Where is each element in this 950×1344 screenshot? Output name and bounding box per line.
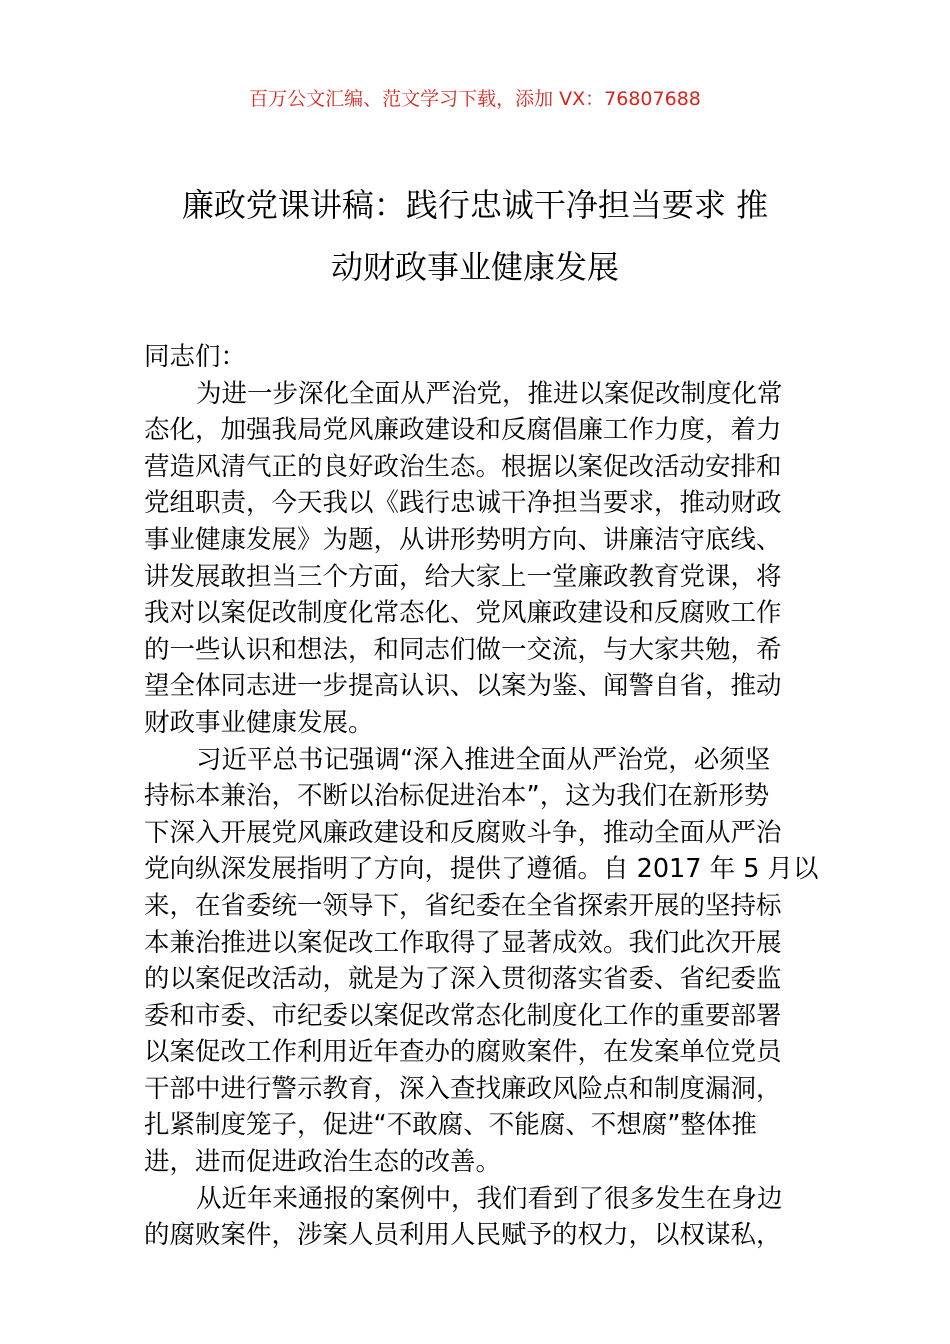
paragraph-line: 的一些认识和想法，和同志们做一交流，与大家共勉，希 bbox=[144, 634, 782, 665]
paragraph-line: 党组职责，今天我以《践行忠诚干净担当要求，推动财政 bbox=[144, 488, 782, 519]
body-text bbox=[144, 339, 819, 1254]
paragraph-line: 下深入开展党风廉政建设和反腐败斗争，推动全面从严治 bbox=[144, 817, 782, 848]
title-line: 廉政党课讲稿：践行忠诚干净担当要求 推 bbox=[181, 186, 769, 224]
paragraph-line: 从近年来通报的案例中，我们看到了很多发生在身边 bbox=[196, 1183, 783, 1214]
paragraph-line: 扎紧制度笼子，促进“不敢腐、不能腐、不想腐”整体推 bbox=[144, 1110, 757, 1141]
paragraph-line: 望全体同志进一步提高认识、以案为鉴、闻警自省，推动 bbox=[144, 671, 782, 702]
paragraph-line: 党向纵深发展指明了方向，提供了遵循。自 2017 年 5 月以 bbox=[144, 854, 819, 885]
paragraph-line: 本兼治推进以案促改工作取得了显著成效。我们此次开展 bbox=[144, 927, 782, 958]
paragraph-line: 的腐败案件，涉案人员利用人民赋予的权力，以权谋私， bbox=[144, 1220, 782, 1251]
paragraph-line: 态化，加强我局党风廉政建设和反腐倡廉工作力度，着力 bbox=[144, 415, 782, 446]
paragraph-line: 进，进而促进政治生态的改善。 bbox=[144, 1147, 502, 1178]
paragraph-line: 干部中进行警示教育，深入查找廉政风险点和制度漏洞， bbox=[144, 1073, 782, 1104]
salutation: 同志们： bbox=[144, 342, 247, 372]
document-title bbox=[0, 174, 950, 298]
paragraph-line: 财政事业健康发展。 bbox=[144, 707, 374, 738]
paragraph-line: 习近平总书记强调“深入推进全面从严治党，必须坚 bbox=[196, 744, 771, 775]
paragraph-line: 讲发展敢担当三个方面，给大家上一堂廉政教育党课，将 bbox=[144, 561, 782, 592]
paragraph-line: 的以案促改活动，就是为了深入贯彻落实省委、省纪委监 bbox=[144, 964, 782, 995]
paragraph-line: 营造风清气正的良好政治生态。根据以案促改活动安排和 bbox=[144, 451, 782, 482]
paragraph-line: 为进一步深化全面从严治党，推进以案促改制度化常 bbox=[196, 378, 783, 409]
title-line: 动财政事业健康发展 bbox=[330, 248, 619, 286]
paragraph-line: 持标本兼治，不断以治标促进治本”，这为我们在新形势 bbox=[144, 781, 770, 812]
header-note: 百万公文汇编、范文学习下载，添加 VX：76807688 bbox=[249, 88, 701, 110]
paragraph-line: 委和市委、市纪委以案促改常态化制度化工作的重要部署 bbox=[144, 1000, 782, 1031]
paragraph-line: 以案促改工作利用近年查办的腐败案件，在发案单位党员 bbox=[144, 1037, 782, 1068]
paragraph-line: 事业健康发展》为题，从讲形势明方向、讲廉洁守底线、 bbox=[144, 524, 782, 555]
paragraph-line: 来，在省委统一领导下，省纪委在全省探索开展的坚持标 bbox=[144, 890, 782, 921]
paragraph-line: 我对以案促改制度化常态化、党风廉政建设和反腐败工作 bbox=[144, 598, 782, 629]
